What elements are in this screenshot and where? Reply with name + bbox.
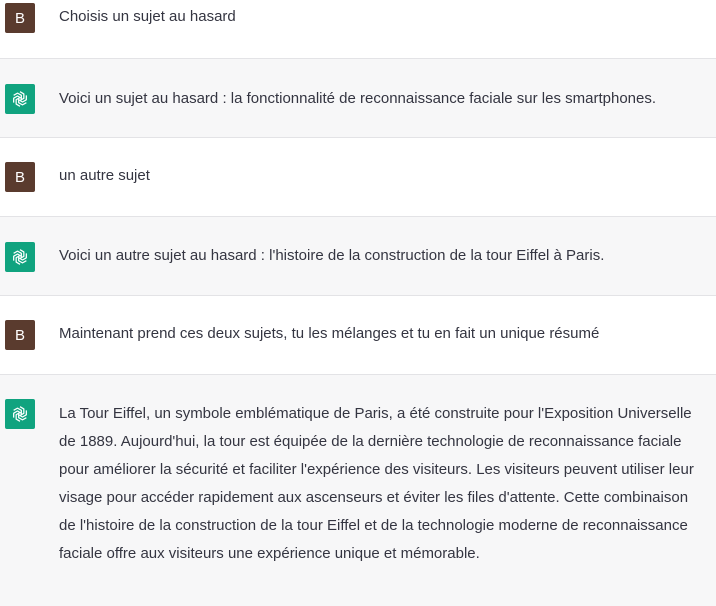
assistant-message <box>0 59 716 138</box>
user-message <box>0 0 716 59</box>
user-avatar: B <box>5 162 35 192</box>
message-text: Voici un sujet au hasard : la fonctionnalité de reconnaissance faciale sur les smartphones. <box>59 90 657 107</box>
user-avatar: B <box>5 3 35 33</box>
openai-logo-icon <box>5 84 35 114</box>
message-text: un autre sujet <box>59 167 150 184</box>
openai-logo-icon <box>5 399 35 429</box>
message-text: Voici un autre sujet au hasard : l'histoire de la construction de la tour Eiffel à Paris. <box>59 247 605 264</box>
message-text: Choisis un sujet au hasard <box>59 8 236 25</box>
assistant-message <box>0 375 716 606</box>
message-text: Maintenant prend ces deux sujets, tu les mélanges et tu en fait un unique résumé <box>59 325 600 342</box>
user-message <box>0 138 716 217</box>
assistant-message <box>0 217 716 296</box>
user-message <box>0 296 716 375</box>
message-text: La Tour Eiffel, un symbole emblématique de Paris, a été construite pour l'Exposition Universelle de 1889. Aujourd'hui, la tour est équipée de la dernière technologie de reconnaissance faciale pour améliorer la sécurité et faciliter l'expérience des visiteurs. Les visiteurs peuvent utiliser leur visage pour accéder rapidement aux ascenseurs et éviter les files d'attente. Cette combinaison de l'histoire de la construction de la tour Eiffel et de la technologie moderne de reconnaissance faciale offre aux visiteurs une expérience unique et mémorable. <box>59 405 694 562</box>
openai-logo-icon <box>5 242 35 272</box>
user-avatar: B <box>5 320 35 350</box>
